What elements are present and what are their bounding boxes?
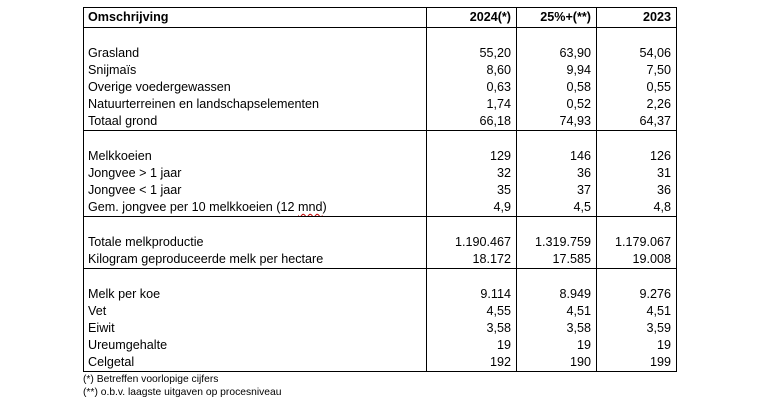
value-2023: 3,59 [597, 320, 677, 337]
spacer-cell [517, 269, 597, 287]
value-25pct: 74,93 [517, 113, 597, 131]
spacer-cell [427, 28, 517, 46]
table-row [84, 354, 677, 372]
value-2023: 1.179.067 [597, 234, 677, 251]
row-label: Jongvee > 1 jaar [84, 165, 427, 182]
spellcheck-flagged-text: mnd [298, 200, 323, 214]
spacer-cell [517, 217, 597, 235]
row-label: Jongvee < 1 jaar [84, 182, 427, 199]
footnote-lowest-costs: (**) o.b.v. laagste uitgaven op procesniveau [83, 387, 282, 398]
value-25pct: 8.949 [517, 286, 597, 303]
row-label: Melkkoeien [84, 148, 427, 165]
spacer-cell [84, 28, 427, 46]
value-25pct: 19 [517, 337, 597, 354]
table-row [84, 199, 677, 217]
value-2024: 3,58 [427, 320, 517, 337]
value-2023: 19 [597, 337, 677, 354]
spacer-cell [427, 217, 517, 235]
value-2024: 19 [427, 337, 517, 354]
table-row [84, 148, 677, 165]
row-label-text: ) [322, 200, 327, 214]
value-2024: 4,9 [427, 199, 517, 217]
row-label: Melk per koe [84, 286, 427, 303]
page [83, 7, 676, 399]
farm-data-table [83, 7, 677, 372]
spacer-cell [597, 217, 677, 235]
value-2024: 66,18 [427, 113, 517, 131]
spacer-cell [427, 269, 517, 287]
spacer-cell [597, 28, 677, 46]
spacer-cell [84, 269, 427, 287]
value-25pct: 36 [517, 165, 597, 182]
value-2023: 54,06 [597, 45, 677, 62]
value-2023: 7,50 [597, 62, 677, 79]
footnotes [83, 373, 676, 399]
value-25pct: 0,52 [517, 96, 597, 113]
spacer-cell [427, 131, 517, 149]
table-row [84, 79, 677, 96]
header-row [84, 8, 677, 28]
spacer-cell [597, 131, 677, 149]
table-row [84, 113, 677, 131]
value-2023: 31 [597, 165, 677, 182]
spacer-cell [517, 131, 597, 149]
value-2024: 1,74 [427, 96, 517, 113]
table-row [84, 234, 677, 251]
table-row [84, 45, 677, 62]
row-label: Natuurterreinen en landschapselementen [84, 96, 427, 113]
spacer-row [84, 131, 677, 149]
footnote-provisional: (*) Betreffen voorlopige cijfers [83, 374, 219, 385]
header-25pct: 25%+(**) [517, 8, 597, 28]
row-label-text: Gem. jongvee per 10 melkkoeien (12 [88, 200, 299, 214]
value-25pct: 9,94 [517, 62, 597, 79]
value-2024: 32 [427, 165, 517, 182]
value-25pct: 4,5 [517, 199, 597, 217]
header-2023: 2023 [597, 8, 677, 28]
value-25pct: 0,58 [517, 79, 597, 96]
table-row [84, 251, 677, 269]
spacer-cell [597, 269, 677, 287]
value-2023: 9.276 [597, 286, 677, 303]
row-label: Overige voedergewassen [84, 79, 427, 96]
value-2024: 9.114 [427, 286, 517, 303]
row-label: Totale melkproductie [84, 234, 427, 251]
spacer-row [84, 217, 677, 235]
table-row [84, 303, 677, 320]
value-2024: 0,63 [427, 79, 517, 96]
spacer-row [84, 28, 677, 46]
header-2024: 2024(*) [427, 8, 517, 28]
value-2023: 126 [597, 148, 677, 165]
value-2024: 18.172 [427, 251, 517, 269]
table-row [84, 96, 677, 113]
row-label: Celgetal [84, 354, 427, 372]
value-2024: 1.190.467 [427, 234, 517, 251]
value-25pct: 37 [517, 182, 597, 199]
value-2023: 199 [597, 354, 677, 372]
row-label: Ureumgehalte [84, 337, 427, 354]
value-25pct: 190 [517, 354, 597, 372]
header-description: Omschrijving [84, 8, 427, 28]
row-label: Totaal grond [84, 113, 427, 131]
table-row [84, 286, 677, 303]
value-2023: 4,51 [597, 303, 677, 320]
value-25pct: 17.585 [517, 251, 597, 269]
row-label: Eiwit [84, 320, 427, 337]
spacer-row [84, 269, 677, 287]
value-2023: 36 [597, 182, 677, 199]
value-25pct: 3,58 [517, 320, 597, 337]
spacer-cell [84, 131, 427, 149]
value-25pct: 1.319.759 [517, 234, 597, 251]
row-label: Vet [84, 303, 427, 320]
value-2024: 35 [427, 182, 517, 199]
value-2023: 19.008 [597, 251, 677, 269]
spacer-cell [84, 217, 427, 235]
value-2024: 55,20 [427, 45, 517, 62]
value-25pct: 63,90 [517, 45, 597, 62]
value-25pct: 146 [517, 148, 597, 165]
table-row [84, 337, 677, 354]
table-row [84, 182, 677, 199]
row-label [84, 199, 427, 217]
value-2023: 4,8 [597, 199, 677, 217]
table-row [84, 165, 677, 182]
spacer-cell [517, 28, 597, 46]
value-2024: 4,55 [427, 303, 517, 320]
row-label: Kilogram geproduceerde melk per hectare [84, 251, 427, 269]
value-2023: 64,37 [597, 113, 677, 131]
value-2024: 129 [427, 148, 517, 165]
value-2023: 0,55 [597, 79, 677, 96]
table-row [84, 320, 677, 337]
value-2023: 2,26 [597, 96, 677, 113]
value-2024: 8,60 [427, 62, 517, 79]
row-label: Grasland [84, 45, 427, 62]
value-2024: 192 [427, 354, 517, 372]
row-label: Snijmaïs [84, 62, 427, 79]
table-body [84, 8, 677, 372]
value-25pct: 4,51 [517, 303, 597, 320]
table-row [84, 62, 677, 79]
